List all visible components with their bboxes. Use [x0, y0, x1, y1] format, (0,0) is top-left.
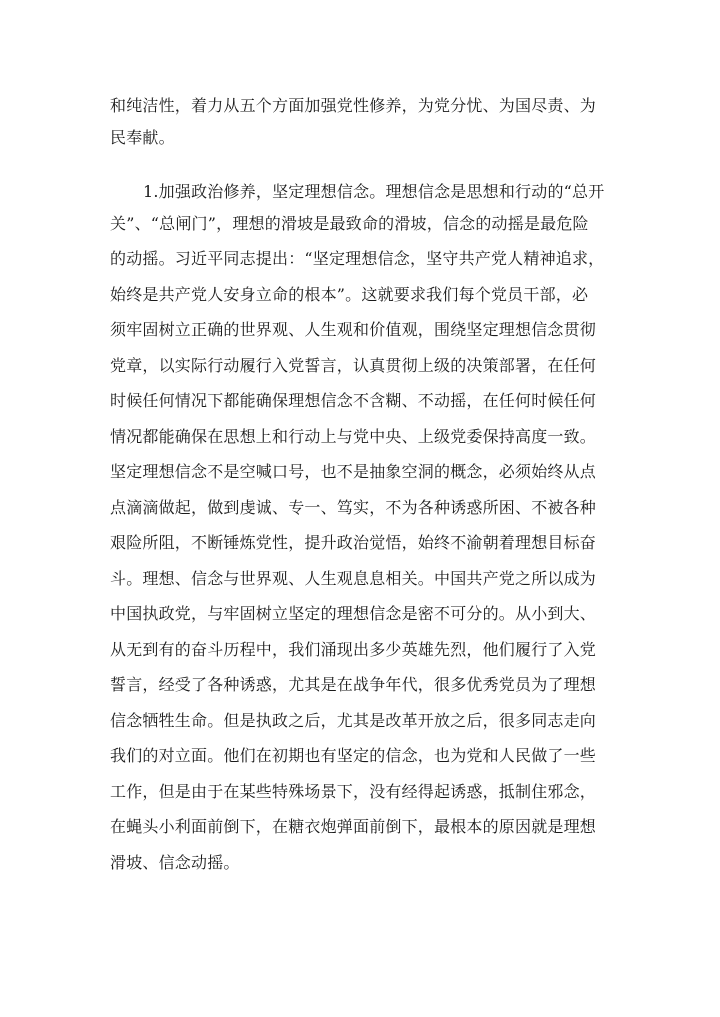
- text-line-17: 誓言，经受了各种诱惑，尤其是在战争年代，很多优秀党员为了理想: [110, 675, 597, 694]
- text-line-20: 工作，但是由于在某些特殊场景下，没有经得起诱惑，抵制住邪念，: [110, 782, 597, 801]
- text-line-1: 和纯洁性，着力从五个方面加强党性修养，为党分忧、为国尽责、为: [110, 96, 597, 115]
- text-line-14: 斗。理想、信念与世界观、人生观息息相关。中国共产党之所以成为: [110, 569, 597, 588]
- text-line-21: 在蝇头小利面前倒下，在糖衣炮弹面前倒下，最根本的原因就是理想: [110, 817, 597, 836]
- text-line-19: 我们的对立面。他们在初期也有坚定的信念，也为党和人民做了一些: [110, 746, 597, 765]
- text-line-7: 须牢固树立正确的世界观、人生观和价值观，围绕坚定理想信念贯彻: [110, 320, 597, 339]
- text-line-13: 艰险所阻，不断锤炼党性，提升政治觉悟，始终不渝朝着理想目标奋: [110, 533, 597, 552]
- text-line-4: 关”、“总闸门”，理想的滑坡是最致命的滑坡，信念的动摇是最危险: [110, 214, 589, 233]
- text-line-8: 党章，以实际行动履行入党誓言，认真贯彻上级的决策部署，在任何: [110, 356, 597, 375]
- text-line-12: 点滴滴做起，做到虔诚、专一、笃实，不为各种诱惑所困、不被各种: [110, 498, 597, 517]
- text-line-2: 民奉献。: [110, 128, 175, 147]
- text-line-9: 时候任何情况下都能确保理想信念不含糊、不动摇，在任何时候任何: [110, 391, 597, 410]
- text-line-6: 始终是共产党人安身立命的根本”。这就要求我们每个党员干部，必: [110, 285, 589, 304]
- text-line-10: 情况都能确保在思想上和行动上与党中央、上级党委保持高度一致。: [110, 427, 597, 446]
- text-line-16: 从无到有的奋斗历程中，我们涌现出多少英雄先烈，他们履行了入党: [110, 640, 597, 659]
- paragraph-heading-line: 1.加强政治修养，坚定理想信念。理想信念是思想和行动的“总开: [143, 182, 605, 201]
- text-line-18: 信念牺牲生命。但是执政之后，尤其是改革开放之后，很多同志走向: [110, 711, 597, 730]
- text-line-11: 坚定理想信念不是空喊口号，也不是抽象空洞的概念，必须始终从点: [110, 462, 597, 481]
- text-line-15: 中国执政党，与牢固树立坚定的理想信念是密不可分的。从小到大、: [110, 604, 597, 623]
- text-line-22: 滑坡、信念动摇。: [110, 853, 240, 872]
- text-line-5: 的动摇。习近平同志提出：“坚定理想信念，坚守共产党人精神追求，: [110, 249, 605, 268]
